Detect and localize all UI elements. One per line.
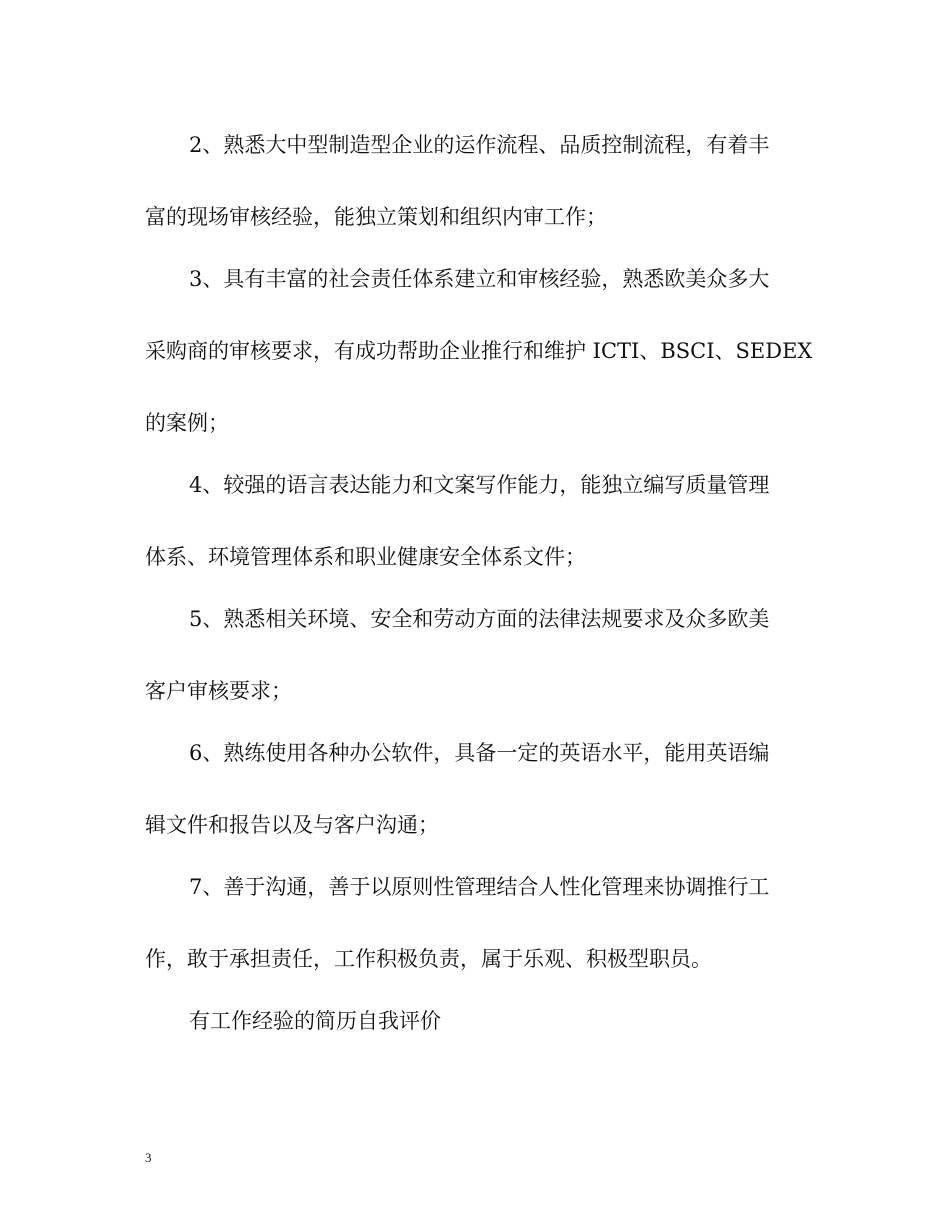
paragraph-line-10: 6、熟练使用各种办公软件，具备一定的英语水平，能用英语编 [189,741,770,765]
paragraph-line-6: 4、较强的语言表达能力和文案写作能力，能独立编写质量管理 [189,473,770,497]
paragraph-line-8: 5、熟悉相关环境、安全和劳动方面的法律法规要求及众多欧美 [189,607,770,631]
section-heading: 有工作经验的简历自我评价 [189,1009,441,1033]
paragraph-line-13: 作，敢于承担责任，工作积极负责，属于乐观、积极型职员。 [145,947,712,971]
paragraph-line-4: 采购商的审核要求，有成功帮助企业推行和维护 ICTI、BSCI、SEDEX [145,339,813,363]
paragraph-line-9: 客户审核要求； [145,679,292,703]
paragraph-line-5: 的案例； [145,411,229,435]
paragraph-line-1: 2、熟悉大中型制造型企业的运作流程、品质控制流程，有着丰 [189,133,770,157]
page-number: 3 [145,1150,152,1165]
paragraph-line-12: 7、善于沟通，善于以原则性管理结合人性化管理来协调推行工 [189,875,770,899]
paragraph-line-11: 辑文件和报告以及与客户沟通； [145,813,439,837]
paragraph-line-7: 体系、环境管理体系和职业健康安全体系文件； [145,545,586,569]
paragraph-line-3: 3、具有丰富的社会责任体系建立和审核经验，熟悉欧美众多大 [189,267,770,291]
paragraph-line-2: 富的现场审核经验，能独立策划和组织内审工作； [145,205,607,229]
